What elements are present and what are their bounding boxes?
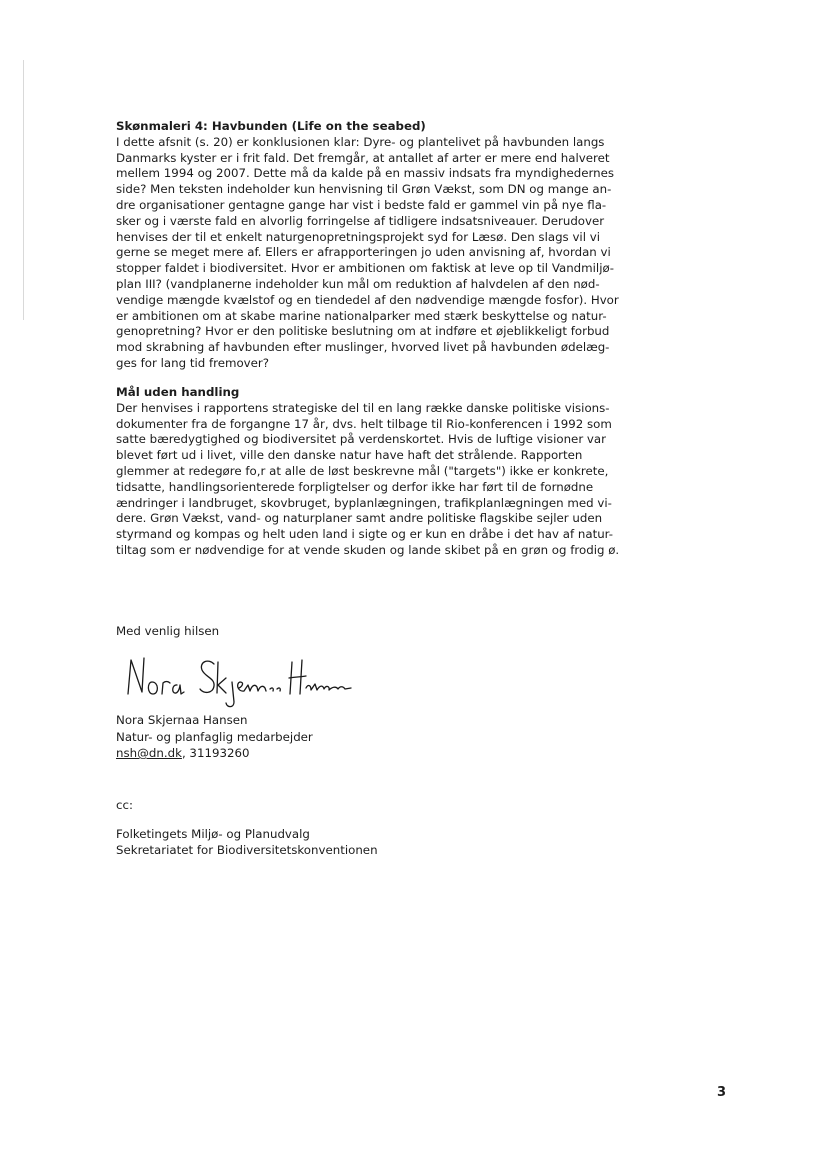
cc-recipient: Sekretariatet for Biodiversitetskonventionen (116, 843, 378, 857)
signer-phone: , 31193260 (181, 746, 250, 760)
closing-greeting: Med venlig hilsen (116, 624, 220, 638)
signer-email-link[interactable]: nsh@dn.dk (116, 746, 182, 760)
signer-name: Nora Skjernaa Hansen (116, 713, 248, 727)
section-body: Der henvises i rapportens strategiske del til en lang række danske politiske visions- dokumenter fra de forgangne 17 år, dvs. helt tilbage til Rio-konferencen i 1992 som satte bæredygtighed og biodiversitet på verdenskortet. Hvis de luftige visioner var blevet ført ud i livet, ville den danske natur have haft det strålende. Rapporten glemmer at redegøre fo,r at alle de løst beskrevne mål ("targets") ikke er konkrete, tidsatte, handlingsorienterede forpligtelser og derfor ikke har ført til de fornødne ændringer i landbruget, skovbruget, byplanlægningen, trafikplanlægningen med vi- dere. Grøn Vækst, vand- og naturplaner samt andre politiske flagskibe sejler uden styrmand og kompas og helt uden land i sigte og er kun en dråbe i det hav af natur- tiltag som er nødvendige for at vende skuden og lande skibet på en grøn og frodig ø. (116, 400, 620, 557)
cc-block (116, 797, 378, 859)
signer-block (116, 712, 313, 762)
section-heading: Mål uden handling (116, 385, 240, 399)
section-seabed (116, 119, 676, 372)
handwritten-signature (122, 652, 352, 710)
section-goals-without-action (116, 385, 676, 559)
signer-title: Natur- og planfaglig medarbejder (116, 729, 313, 744)
cc-spacer (116, 814, 378, 826)
section-heading: Skønmaleri 4: Havbunden (Life on the seabed) (116, 119, 426, 133)
page-number: 3 (717, 1085, 727, 1100)
section-body: I dette afsnit (s. 20) er konklusionen klar: Dyre- og plantelivet på havbunden langs Danmarks kyster er i frit fald. Det fremgår, at antallet af arter er mere end halveret mellem 1994 og 2007. Dette må da kalde på en massiv indsats fra myndighedernes side? Men teksten indeholder kun henvisning til Grøn Vækst, som DN og mange an- dre organisationer gentagne gange har vist i bedste fald er gammel vin på nye fla- sker og i værste fald en alvorlig forringelse af tidligere indsatsniveauer. Derudover henvises der til et enkelt naturgenopretningsprojekt syd for Læsø. Den slags vil vi gerne se meget mere af. Ellers er afrapporteringen jo uden anvisning af, hvordan vi stopper faldet i biodiversitet. Hvor er ambitionen om faktisk at leve op til Vandmiljø- plan III? (vandplanerne indeholder kun mål om reduktion af halvdelen af den nød- vendige mængde kvælstof og en tiendedel af den nødvendige mængde fosfor). Hvor er ambitionen om at skabe marine nationalparker med stærk beskyttelse og natur- genopretning? Hvor er den politiske beslutning om at indføre et øjeblikkeligt forbud mod skrabning af havbunden efter muslinger, hvorved livet på havbunden ødelæg- ges for lang tid fremover? (116, 134, 619, 370)
cc-label: cc: (116, 798, 133, 812)
signer-contact (116, 745, 313, 762)
cc-recipient: Folketingets Miljø- og Planudvalg (116, 826, 310, 841)
scan-margin-line (23, 60, 24, 320)
